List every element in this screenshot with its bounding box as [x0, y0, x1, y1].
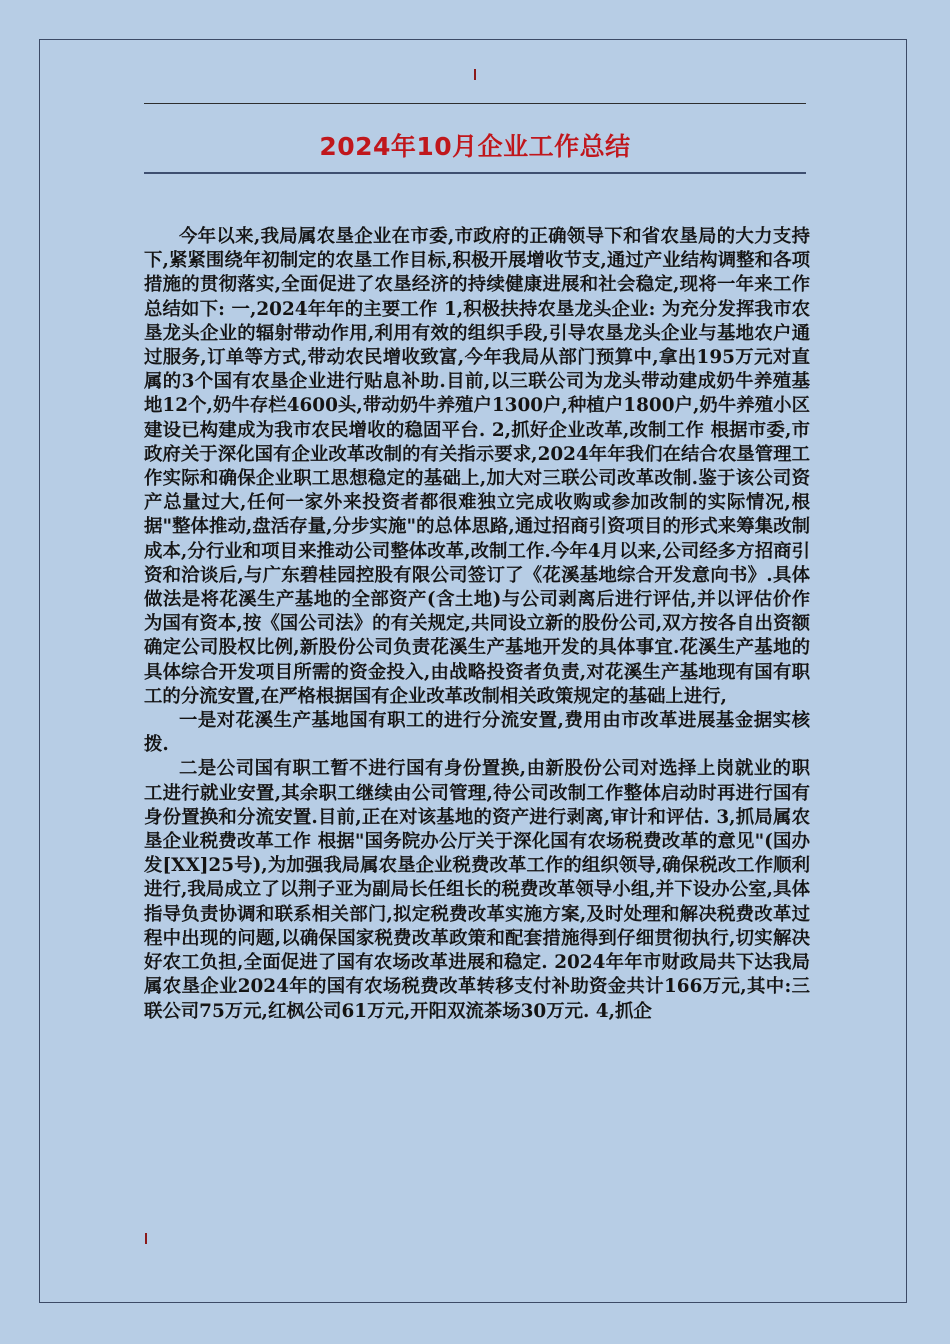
- header-marker: [474, 69, 476, 80]
- header-rule: [144, 103, 806, 104]
- footer-marker: [145, 1233, 147, 1244]
- body-paragraph-second-measure: 二是公司国有职工暂不进行国有身份置换,由新股份公司对选择上岗就业的职工进行就业安置,其余职工继续由公司管理,待公司改制工作整体启动时再进行国有身份置换和分流安置.目前,正在对该基地的资产进行剥离,审计和评估. 3,抓局属农垦企业税费改革工作 根据"国务院办公厅关于深化国有农场税费改革的意见"(国办发[XX]25号),为加强我局属农垦企业税费改革工作的组织领导,确保税改工作顺利进行,我局成立了以荆子亚为副局长任组长的税费改革领导小组,并下设办公室,具体指导负责协调和联系相关部门,拟定税费改革实施方案,及时处理和解决税费改革过程中出现的问题,以确保国家税费改革政策和配套措施得到仔细贯彻执行,切实解决好农工负担,全面促进了国有农场改革进展和稳定. 2024年年市财政局共下达我局属农垦企业2024年的国有农场税费改革转移支付补助资金共计166万元,其中:三联公司75万元,红枫公司61万元,开阳双流茶场30万元. 4,抓企: [144, 758, 810, 1022]
- document-body: [144, 225, 810, 1024]
- document-title: 2024年10月企业工作总结: [319, 132, 631, 161]
- body-paragraph-intro: 今年以来,我局属农垦企业在市委,市政府的正确领导下和省农垦局的大力支持下,紧紧围绕年初制定的农垦工作目标,积极开展增收节支,通过产业结构调整和各项措施的贯彻落实,全面促进了农垦经济的持续健康进展和社会稳定,现将一年来工作总结如下: 一,2024年年的主要工作 1,积极扶持农垦龙头企业: 为充分发挥我市农垦龙头企业的辐射带动作用,利用有效的组织手段,引导农垦龙头企业与基地农户通过服务,订单等方式,带动农民增收致富,今年我局从部门预算中,拿出195万元对直属的3个国有农垦企业进行贴息补助.目前,以三联公司为龙头带动建成奶牛养殖基地12个,奶牛存栏4600头,带动奶牛养殖户1300户,种植户1800户,奶牛养殖小区建设已构建成为我市农民增收的稳固平台. 2,抓好企业改革,改制工作 根据市委,市政府关于深化国有企业改革改制的有关指示要求,2024年年我们在结合农垦管理工作实际和确保企业职工思想稳定的基础上,加大对三联公司改革改制.鉴于该公司资产总量过大,任何一家外来投资者都很难独立完成收购或参加改制的实际情况,根据"整体推动,盘活存量,分步实施"的总体思路,通过招商引资项目的形式来筹集改制成本,分行业和项目来推动公司整体改革,改制工作.今年4月以来,公司经多方招商引资和洽谈后,与广东碧桂园控股有限公司签订了《花溪基地综合开发意向书》.具体做法是将花溪生产基地的全部资产(含土地)与公司剥离后进行评估,并以评估价作为国有资本,按《国公司法》的有关规定,共同设立新的股份公司,双方按各自出资额确定公司股权比例,新股份公司负责花溪生产基地开发的具体事宜.花溪生产基地的具体综合开发项目所需的资金投入,由战略投资者负责,对花溪生产基地现有国有职工的分流安置,在严格根据国有企业改革改制相关政策规定的基础上进行,: [144, 226, 810, 707]
- body-paragraph-first-measure: 一是对花溪生产基地国有职工的进行分流安置,费用由市改革进展基金据实核拨.: [144, 710, 810, 756]
- title-underline: [144, 172, 806, 174]
